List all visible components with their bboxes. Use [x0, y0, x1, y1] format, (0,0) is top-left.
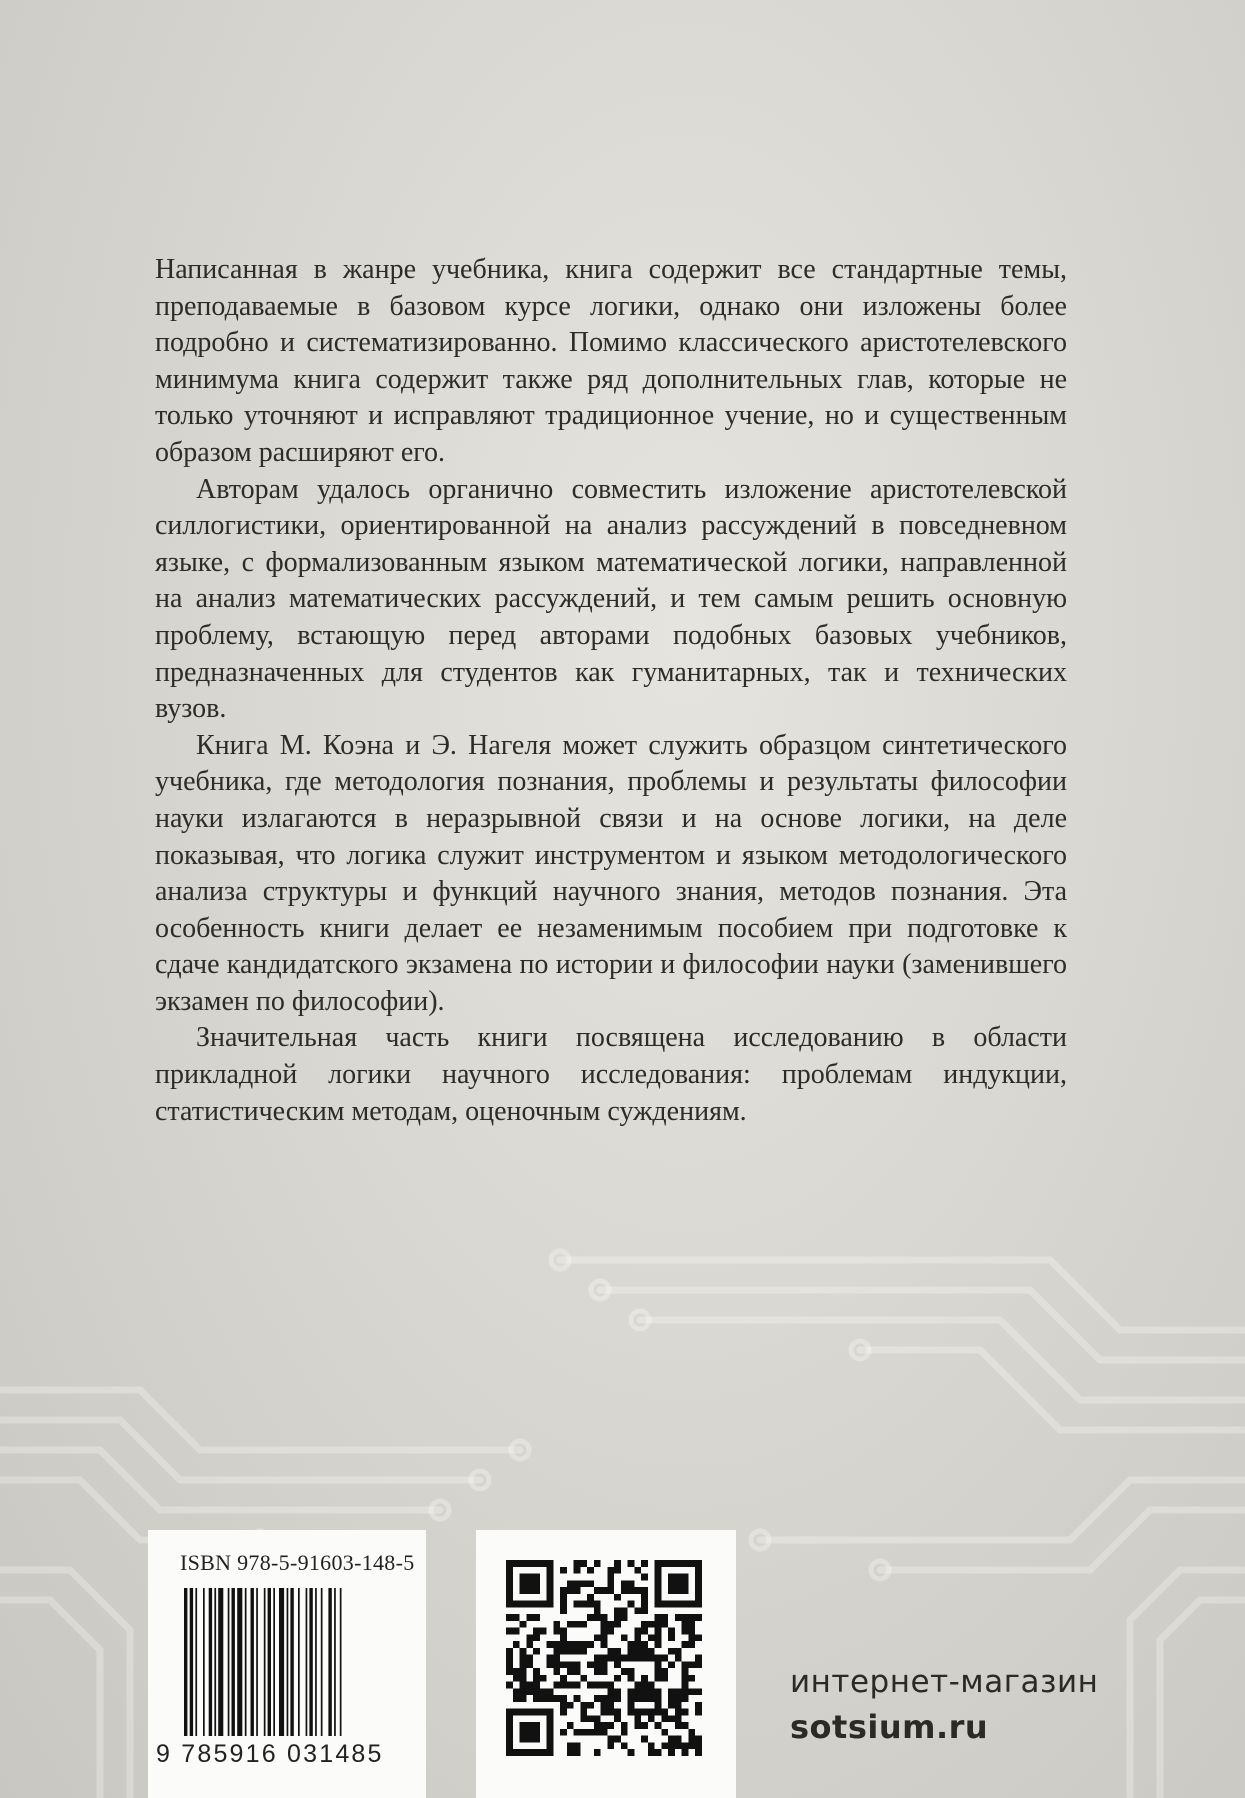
barcode-bar — [256, 1588, 258, 1736]
barcode-bar — [273, 1588, 275, 1736]
barcode-bar — [268, 1588, 271, 1736]
barcode-bar — [290, 1588, 293, 1736]
annotation-text — [155, 252, 1067, 1130]
qr-code-card — [476, 1530, 736, 1798]
barcode-bar — [218, 1588, 223, 1736]
shop-info — [790, 1664, 1098, 1746]
barcode-icon — [184, 1588, 389, 1736]
barcode-bar — [306, 1588, 308, 1736]
isbn-number: ISBN 978-5-91603-148-5 — [180, 1550, 415, 1575]
barcode-bar — [195, 1588, 197, 1736]
barcode-bar — [298, 1588, 300, 1736]
paragraph-2: Авторам удалось органично совместить изложение аристотелевской силлогистики, ориентированной на анализ рассуждений в повседневном языке, с формализованным языком математической логики, направленной на анализ математических рассуждений, и тем самым решить основную проблему, встающую перед авторами подобных базовых учебников, предназначенных для студентов как гуманитарных, так и технических вузов. — [155, 473, 1067, 725]
barcode-bar — [251, 1588, 254, 1736]
shop-label: интернет-магазин — [790, 1664, 1099, 1700]
barcode-bar — [279, 1588, 284, 1736]
shop-url: sotsium.ru — [790, 1708, 989, 1746]
barcode-bar — [321, 1588, 323, 1736]
barcode-bar — [232, 1588, 235, 1736]
barcode-bar — [184, 1588, 187, 1736]
barcode-bar — [209, 1588, 212, 1736]
paragraph-3: Книга М. Коэна и Э. Нагеля может служить образцом синтетического учебника, где методология познания, проблемы и результаты философии науки излагаются в неразрывной связи и на основе логики, на деле показывая, что логика служит инструментом и языком методологического анализа структуры и функций научного знания, методов познания. Эта особенность книги делает ее незаменимым пособием при подготовке к сдаче кандидатского экзамена по истории и философии науки (заменившего экзамен по философии). — [155, 729, 1067, 1017]
barcode-bar — [287, 1588, 289, 1736]
barcode-bar — [340, 1588, 342, 1736]
barcode-bar — [328, 1588, 331, 1736]
barcode-digits: 9 785916 031485 — [156, 1740, 384, 1768]
isbn-barcode-card — [148, 1530, 426, 1798]
qr-code-icon — [506, 1560, 702, 1756]
paragraph-1: Написанная в жанре учебника, книга содержит все стандартные темы, преподаваемые в базовом курсе логики, однако они изложены более подробно и систематизированно. Помимо классического аристотелевского минимума книга содержит также ряд дополнительных глав, которые не только уточняют и исправляют традиционное учение, но и существенным образом расширяют его. — [155, 254, 1067, 468]
barcode-bar — [309, 1588, 312, 1736]
barcode-bar — [264, 1588, 266, 1736]
barcode-bar — [228, 1588, 230, 1736]
barcode-bar — [334, 1588, 336, 1736]
barcode-bar — [237, 1588, 242, 1736]
barcode-bar — [315, 1588, 317, 1736]
barcode-bar — [214, 1588, 216, 1736]
barcode-bar — [245, 1588, 247, 1736]
paragraph-4: Значительная часть книги посвящена исследованию в области прикладной логики научного исследования: проблемам индукции, статистическим методам, оценочным суждениям. — [155, 1022, 1067, 1127]
barcode-bar — [203, 1588, 205, 1736]
barcode-bar — [190, 1588, 193, 1736]
